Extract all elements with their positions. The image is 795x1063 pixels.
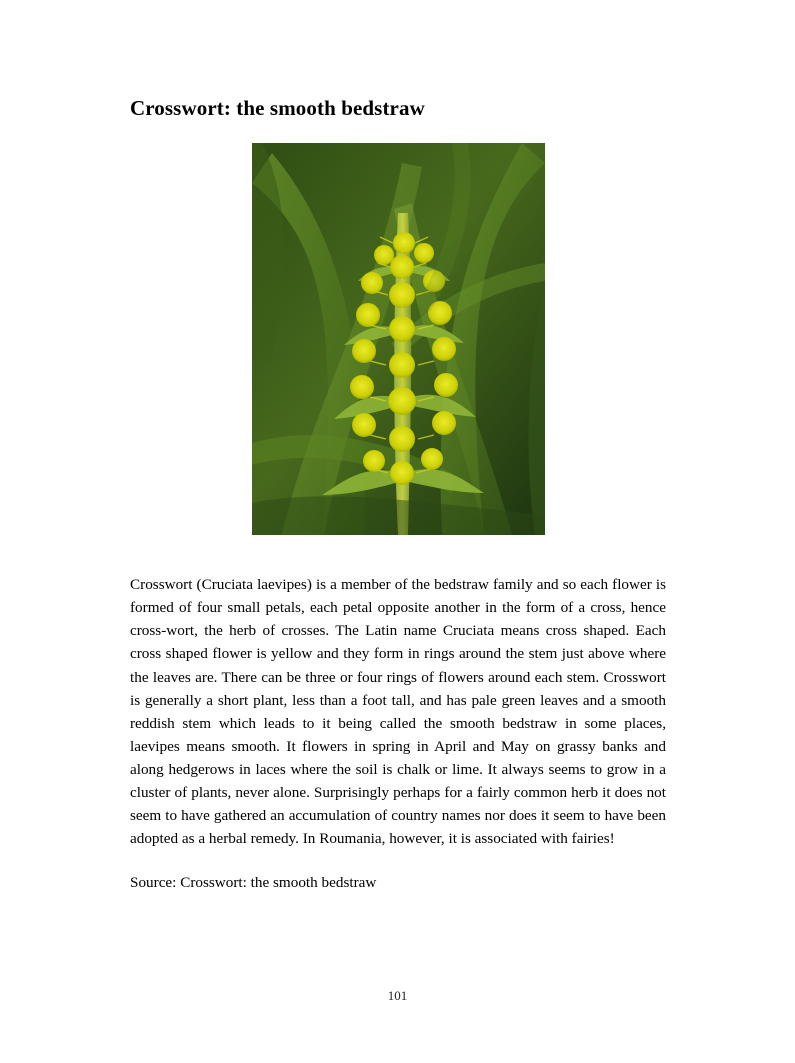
source-line: Source: Crosswort: the smooth bedstraw (130, 874, 377, 892)
figure-container (252, 143, 545, 535)
page-number: 101 (387, 988, 408, 1003)
article-paragraph: Crosswort (Cruciata laevipes) is a member of the bedstraw family and so each flower is formed of four small petals, each petal opposite another in the form of a cross, hence cross-wort, the herb of crosses. The Latin name Cruciata means cross shaped. Each cross shaped flower is yellow and they form in rings around the stem just above where the leaves are. There can be three or four rings of flowers around each stem. Crosswort is generally a short plant, less than a foot tall, and has pale green leaves and a smooth reddish stem which leads to it being called the smooth bedstraw in some places, laevipes means smooth. It flowers in spring in April and May on grassy banks and along hedgerows in laces where the soil is chalk or lime. It always seems to grow in a cluster of plants, never alone. Surprisingly perhaps for a fairly common herb it does not seem to have gathered an accumulation of country names nor does it seem to have been adopted as a herbal remedy. In Roumania, however, it is associated with fairies! (130, 576, 666, 848)
crosswort-flower-photo (252, 143, 545, 535)
page-title: Crosswort: the smooth bedstraw (130, 96, 425, 120)
page-content (130, 96, 666, 895)
